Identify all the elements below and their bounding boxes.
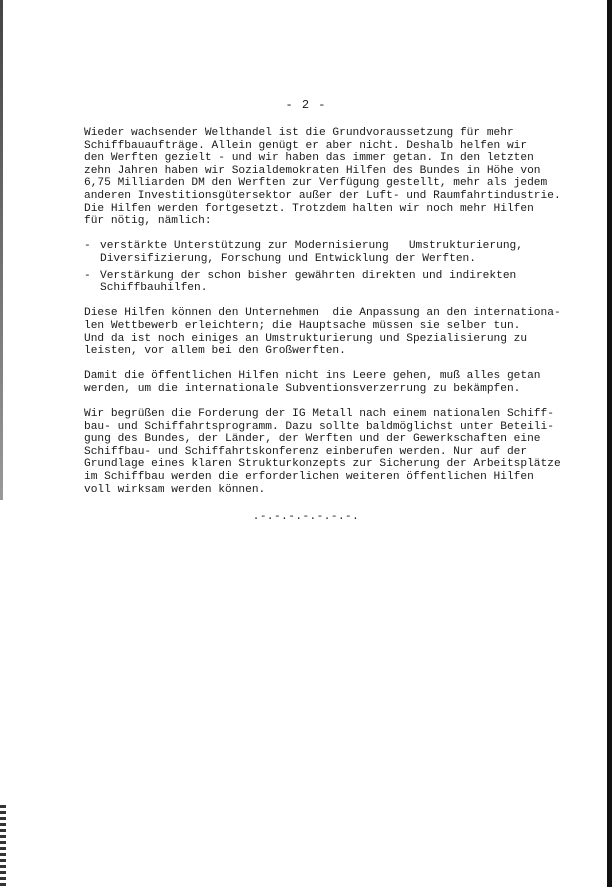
bullet-text: verstärkte Unterstützung zur Modernisierung Umstrukturierung, Diversifizierung, Forschung und Entwicklung der Werften. <box>100 240 523 265</box>
bullet-mark: - <box>84 240 91 253</box>
page-edge-left-marks <box>0 805 6 887</box>
document-body <box>84 127 584 509</box>
page-edge-left <box>0 0 3 500</box>
paragraph-welthandel: Wieder wachsender Welthandel ist die Grundvoraussetzung für mehr Schiffbauaufträge. Allein genügt er aber nicht. Deshalb helfen wir den Werften gezielt - und wir haben das immer getan. In den letzten zehn Jahren haben wir Sozialdemokraten Hilfen des Bundes in Höhe von 6,75 Milliarden DM den Werften zur Verfügung gestellt, mehr als jedem anderen Investitionsgütersektor außer der Luft- und Raumfahrtindustrie. Die Hilfen werden fortgesetzt. Trotzdem halten wir noch mehr Hilfen für nötig, nämlich: <box>84 127 561 228</box>
paragraph-subventionen: Damit die öffentlichen Hilfen nicht ins Leere gehen, muß alles getan werden, um die internationale Subventionsverzerrung zu bekämpfen. <box>84 370 541 395</box>
page-number: - 2 - <box>285 98 327 112</box>
bullet-list <box>84 240 584 294</box>
end-separator: .-.-.-.-.-.-.-. <box>252 511 360 523</box>
bullet-mark: - <box>84 269 91 282</box>
bullet-text: Verstärkung der schon bisher gewährten direkten und indirekten Schiffbauhilfen. <box>100 269 517 295</box>
bullet-item-modernisierung <box>84 240 584 265</box>
page-edge-right <box>607 0 612 887</box>
bullet-item-schiffbauhilfen <box>84 270 584 295</box>
paragraph-ig-metall: Wir begrüßen die Forderung der IG Metall nach einem nationalen Schiff- bau- und Schiffahrtsprogramm. Dazu sollte baldmöglichst unter Beteili- gung des Bundes, der Länder, der Werften und der Gewerkschaften eine Schiffbau- und Schiffahrtskonferenz einberufen werden. Nur auf der Grundlage eines klaren Strukturkonzepts zur Sicherung der Arbeitsplätze im Schiffbau werden die erforderlichen weiteren öffentlichen Hilfen voll wirksam werden können. <box>84 408 561 496</box>
paragraph-anpassung: Diese Hilfen können den Unternehmen die Anpassung an den internationa- len Wettbewerb erleichtern; die Hauptsache müssen sie selber tun. Und da ist noch einiges an Umstrukturierung und Spezialisierung zu leisten, vor allem bei den Großwerften. <box>84 307 561 358</box>
